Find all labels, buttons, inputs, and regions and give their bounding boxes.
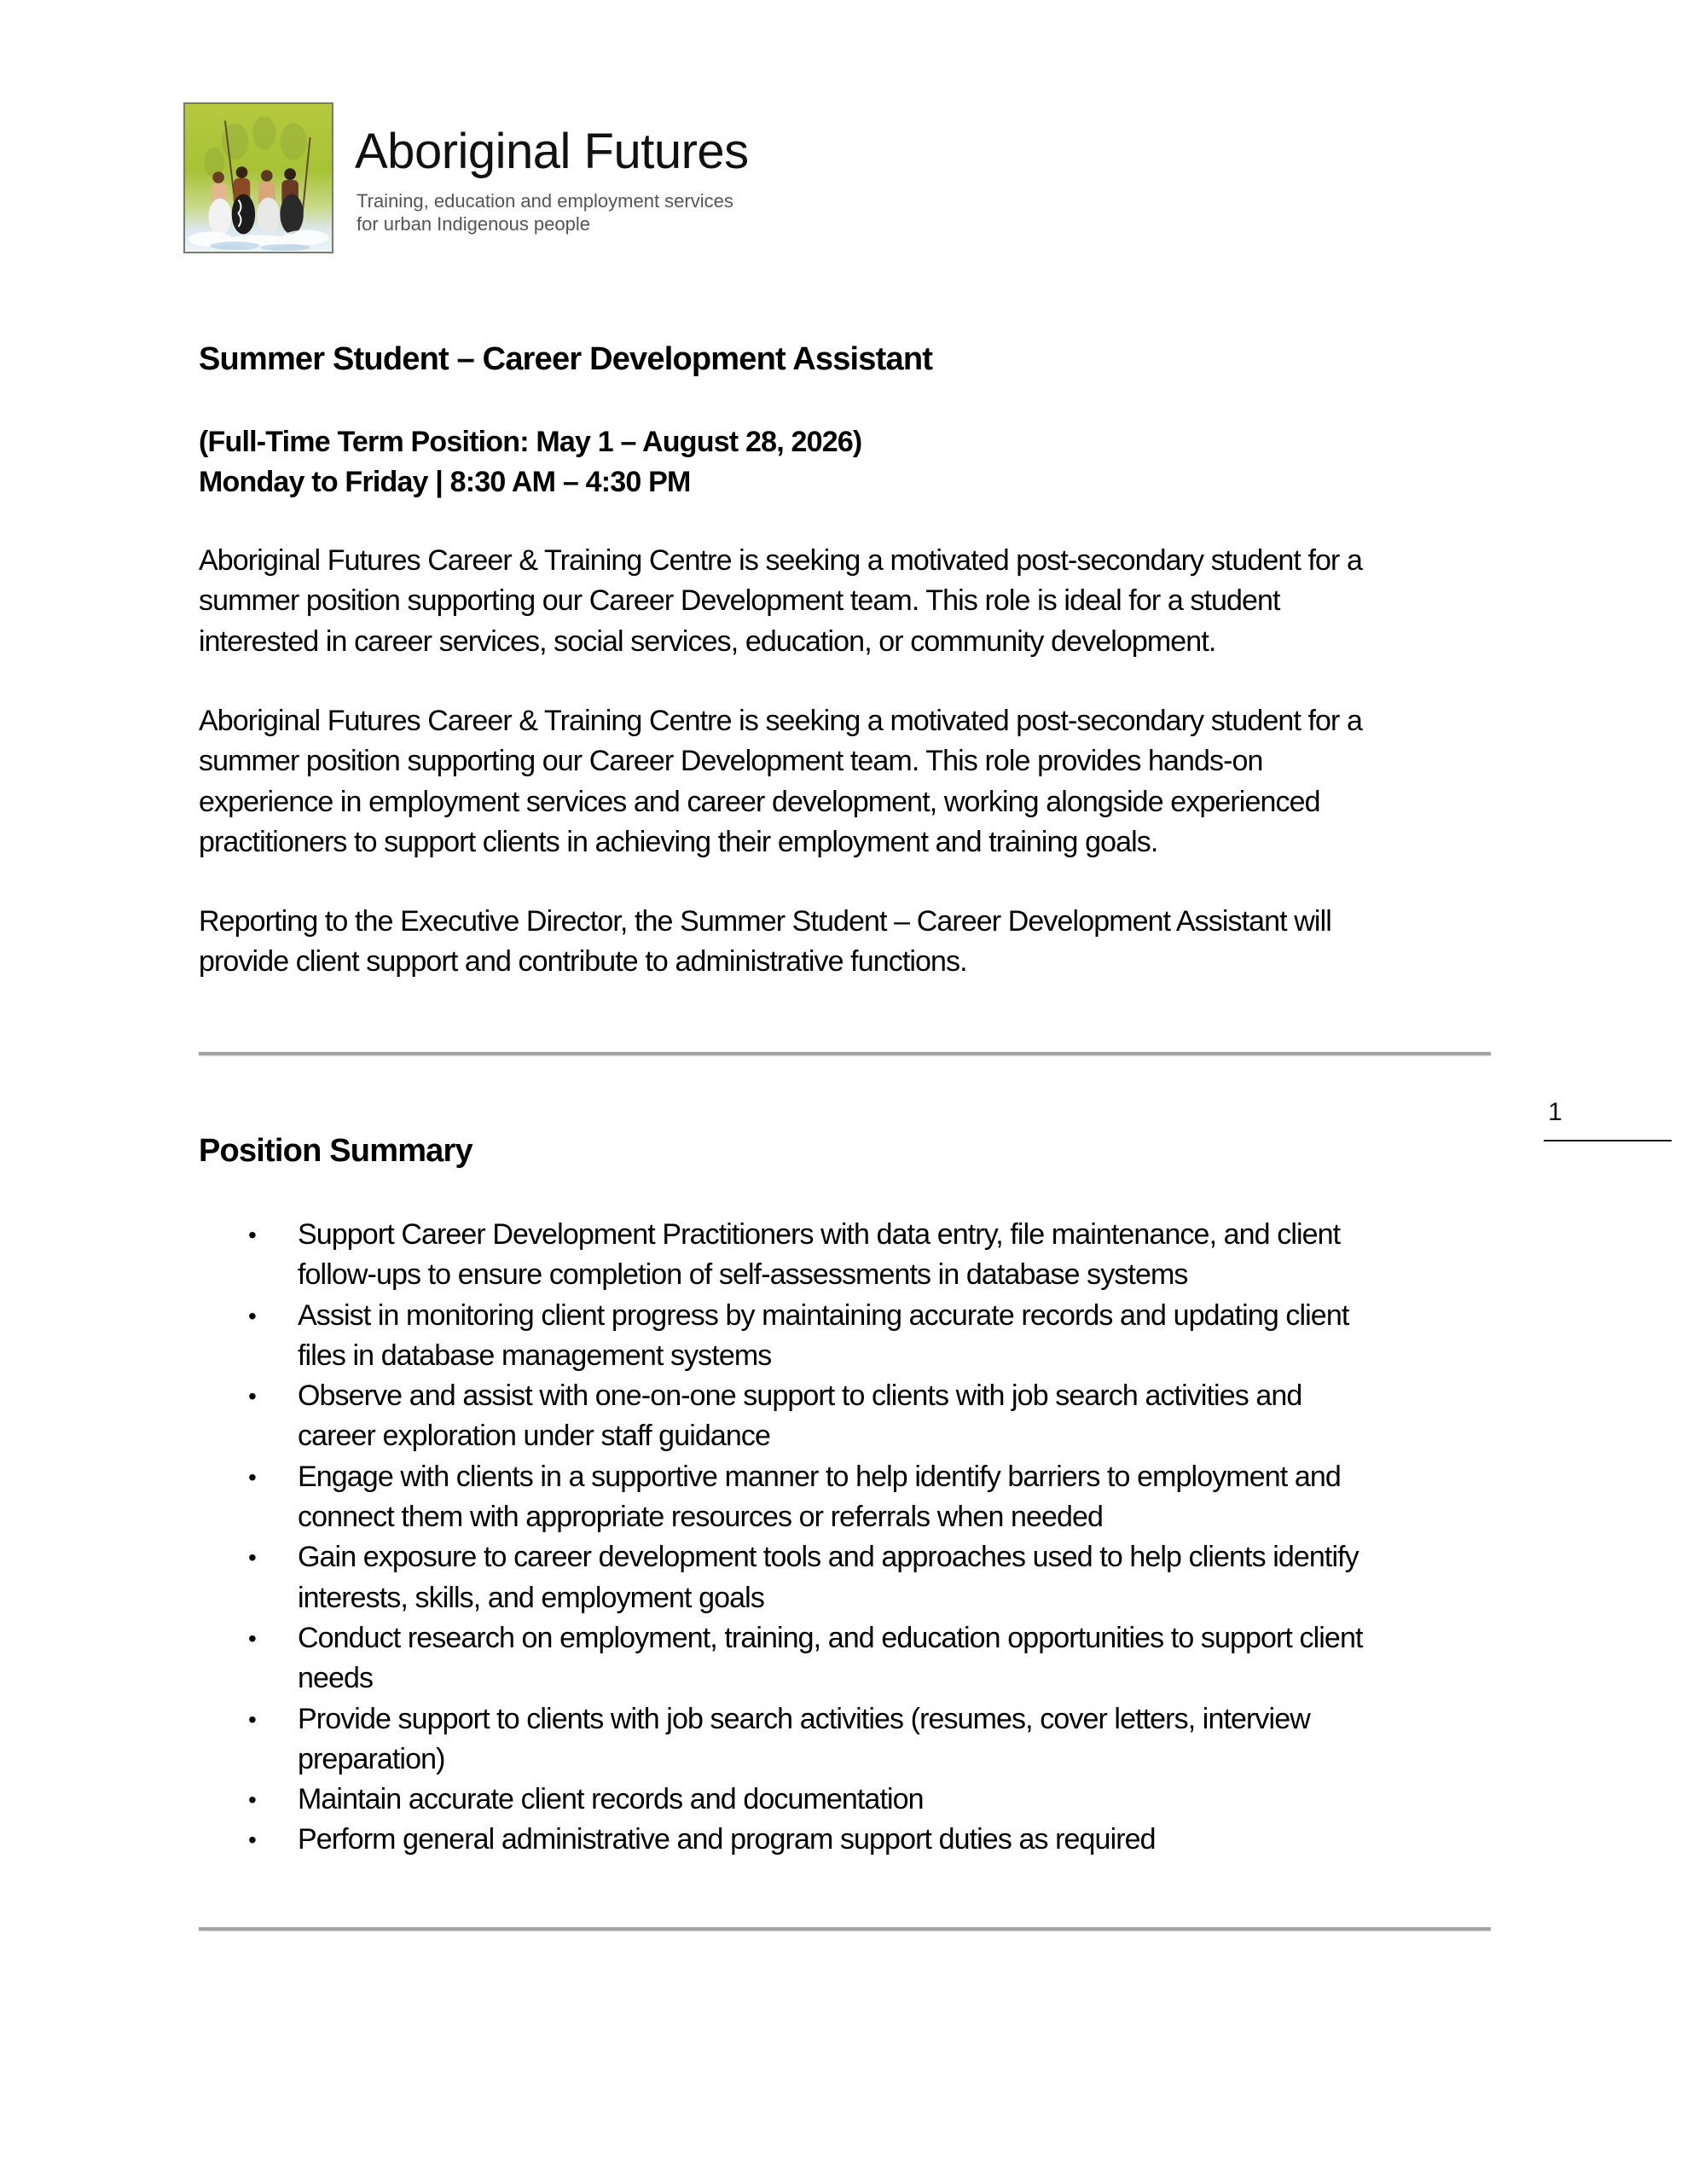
logo-image <box>183 102 333 253</box>
position-summary-list <box>199 1215 1512 1861</box>
paragraph-line: practitioners to support clients in achieving their employment and training goals. <box>199 825 1158 858</box>
logo-tagline <box>357 189 733 235</box>
paragraph-line: Reporting to the Executive Director, the Summer Student – Career Development Assistant will <box>199 905 1331 938</box>
riders-illustration-icon <box>185 104 332 252</box>
paragraph-line: summer position supporting our Career Development team. This role provides hands-on <box>199 745 1263 778</box>
paragraph-line: Aboriginal Futures Career & Training Centre is seeking a motivated post-secondary student for a <box>199 705 1363 737</box>
page-number-underline <box>1544 1140 1672 1141</box>
bullet-icon: • <box>248 1383 256 1410</box>
bullet-icon: • <box>248 1302 256 1329</box>
intro-paragraph <box>199 541 1504 662</box>
paragraph-line: experience in employment services and career development, working alongside experienced <box>199 785 1320 818</box>
list-item: • Observe and assist with one-on-one support to clients with job search activities and career exploration under staff guidance <box>199 1376 1512 1457</box>
paragraph-line: Aboriginal Futures Career & Training Centre is seeking a motivated post-secondary student for a <box>199 544 1363 577</box>
bullet-icon: • <box>248 1463 256 1490</box>
bullet-icon: • <box>248 1705 256 1733</box>
logo-title: Aboriginal Futures <box>355 124 749 179</box>
list-item: • Engage with clients in a supportive manner to help identify barriers to employment and connect them with appropriate resources or referrals when needed <box>199 1457 1512 1538</box>
section-heading-position-summary: Position Summary <box>199 1133 472 1169</box>
horizontal-divider <box>199 1052 1491 1055</box>
bullet-icon: • <box>248 1827 256 1854</box>
list-item: • Maintain accurate client records and documentation <box>199 1780 1512 1820</box>
bullet-icon: • <box>248 1624 256 1652</box>
bullet-icon: • <box>248 1222 256 1248</box>
list-item: • Perform general administrative and program support duties as required <box>199 1820 1512 1860</box>
bullet-icon: • <box>248 1544 256 1571</box>
hours-line: Monday to Friday | 8:30 AM – 4:30 PM <box>199 466 691 498</box>
paragraph-line: summer position supporting our Career Development team. This role is ideal for a student <box>199 584 1280 618</box>
paragraph-line: interested in career services, social services, education, or community development. <box>199 624 1216 658</box>
job-title: Summer Student – Career Development Assistant <box>199 341 933 377</box>
list-item: • Conduct research on employment, training, and education opportunities to support client needs <box>199 1618 1512 1699</box>
intro-paragraph <box>199 701 1504 863</box>
page-number: 1 <box>1548 1098 1562 1126</box>
logo-tagline-line: for urban Indigenous people <box>357 213 590 235</box>
list-item: • Support Career Development Practitioners with data entry, file maintenance, and client follow-ups to ensure completion of self-assessments in database systems <box>199 1215 1512 1296</box>
term-line: (Full-Time Term Position: May 1 – August 28, 2026) <box>199 426 862 458</box>
horizontal-divider <box>199 1927 1491 1931</box>
list-item: • Gain exposure to career development tools and approaches used to help clients identify interests, skills, and employment goals <box>199 1537 1512 1618</box>
paragraph-line: provide client support and contribute to administrative functions. <box>199 945 967 979</box>
bullet-icon: • <box>248 1786 256 1814</box>
job-term <box>199 422 861 502</box>
reporting-paragraph <box>199 902 1504 983</box>
list-item: • Assist in monitoring client progress by maintaining accurate records and updating client files in database management systems <box>199 1296 1512 1377</box>
logo-tagline-line: Training, education and employment services <box>357 190 733 212</box>
list-item: • Provide support to clients with job search activities (resumes, cover letters, interview preparation) <box>199 1699 1512 1780</box>
